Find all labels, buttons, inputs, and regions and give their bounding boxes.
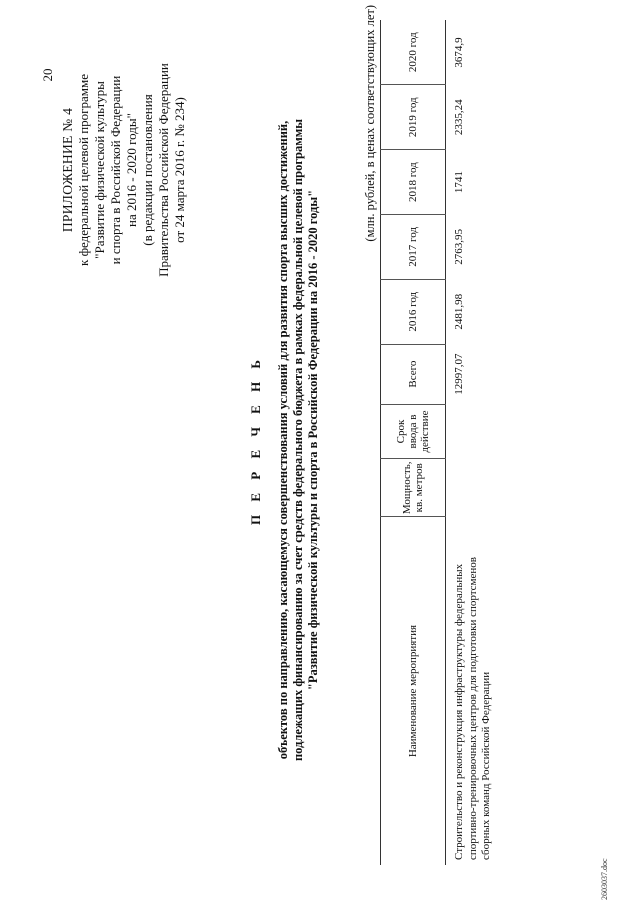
heading-line: подлежащих финансированию за счет средств федерального бюджета в рамках федеральной целевой программы <box>291 119 305 762</box>
footer-filename: 2603037.doc <box>600 858 609 900</box>
appendix-title: ПРИЛОЖЕНИЕ № 4 <box>60 107 75 233</box>
table-header-row <box>381 20 446 865</box>
col-header-2016: 2016 год <box>381 279 446 344</box>
row-2016-cell: 2481,98 <box>453 293 465 330</box>
appendix-block <box>60 35 188 305</box>
document-heading <box>248 55 321 825</box>
appendix-line: от 24 марта 2016 г. № 234) <box>172 97 187 243</box>
heading-line: "Развитие физической культуры и спорта в Российской Федерации на 2016 - 2020 годы" <box>306 189 320 691</box>
row-2020-cell: 3674,9 <box>453 37 465 68</box>
appendix-line: к федеральной целевой программе <box>76 74 91 266</box>
heading-line: объектов по направлению, касающемуся совершенствования условий для развития спорта высших достижений, <box>276 120 290 760</box>
heading-title: П Е Р Е Ч Е Н Ь <box>248 354 263 526</box>
appendix-line: и спорта в Российской Федерации <box>108 75 123 265</box>
col-header-name: Наименование мероприятия <box>407 624 419 758</box>
appendix-line: "Развитие физической культуры <box>92 81 107 259</box>
row-2019-cell: 2335,24 <box>453 99 465 136</box>
appendix-line: Правительства Российской Федерации <box>156 63 171 277</box>
units-note: (млн. рублей, в ценах соответствующих лет) <box>363 5 377 242</box>
page-number: 20 <box>40 68 55 82</box>
table-row <box>446 20 497 865</box>
funding-table <box>380 20 497 865</box>
appendix-line: на 2016 - 2020 годы" <box>124 113 139 227</box>
col-header-2018: 2018 год <box>381 150 446 215</box>
row-total-cell: 12997,07 <box>453 353 465 395</box>
appendix-line: (в редакции постановления <box>140 94 155 246</box>
row-name-cell: Строительство и реконструкция инфраструктуры федеральных спортивно-тренировочных центров для подготовки спортсменов сборных команд Российской Федерации <box>453 557 492 860</box>
row-capacity-cell <box>446 459 497 517</box>
col-header-2019: 2019 год <box>381 85 446 150</box>
col-header-total: Всего <box>381 344 446 404</box>
col-header-capacity: Мощность, кв. метров <box>381 459 446 517</box>
col-header-commissioning: Срок ввода в действие <box>381 404 446 459</box>
row-2017-cell: 2763,95 <box>453 229 465 265</box>
row-commissioning-cell <box>446 404 497 459</box>
row-2018-cell: 1741 <box>453 171 465 194</box>
col-header-2020: 2020 год <box>381 20 446 85</box>
col-header-2017: 2017 год <box>381 214 446 279</box>
